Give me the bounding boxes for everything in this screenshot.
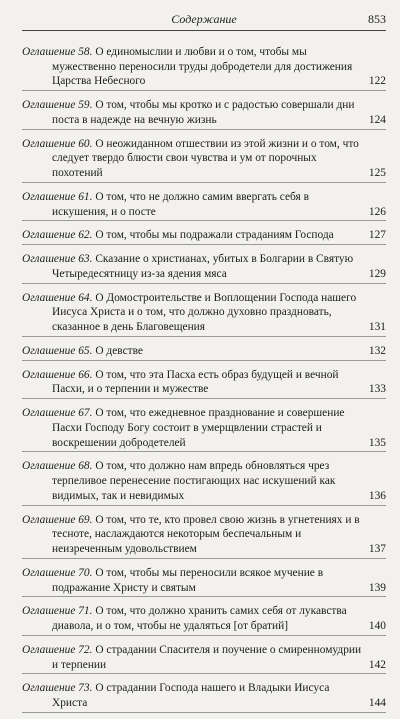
toc-entry-text xyxy=(22,291,365,335)
toc-entry-label: Оглашение 68. xyxy=(22,460,93,473)
toc-list xyxy=(22,44,386,719)
toc-entry-label: Оглашение 66. xyxy=(22,368,93,381)
toc-entry xyxy=(22,512,386,559)
toc-entry-text xyxy=(22,98,365,127)
toc-entry xyxy=(22,97,386,129)
toc-entry xyxy=(22,642,386,674)
toc-entry-label: Оглашение 60. xyxy=(22,137,93,150)
toc-entry-page: 137 xyxy=(368,543,386,556)
toc-entry-label: Оглашение 73. xyxy=(22,682,93,695)
toc-entry-page: 127 xyxy=(368,229,386,242)
toc-entry-title: Сказание о христианах, убитых в Болгарии в Святую Четыредесятницу из-за ядения мяса xyxy=(52,253,354,280)
toc-entry-text xyxy=(22,406,365,450)
page-number: 853 xyxy=(368,12,386,26)
toc-entry-text xyxy=(22,604,365,633)
toc-entry-title: О том, что должно хранить самих себя от лукавства диавола, и о том, чтобы не удаляться [от братий] xyxy=(52,605,347,633)
toc-entry-label: Оглашение 58. xyxy=(22,46,93,58)
toc-entry-label: Оглашение 72. xyxy=(22,643,93,656)
toc-entry-page: 135 xyxy=(368,436,386,449)
toc-entry-page: 129 xyxy=(368,267,386,280)
toc-entry xyxy=(22,290,386,337)
toc-entry-text xyxy=(22,459,365,503)
toc-entry-page: 124 xyxy=(368,113,386,126)
toc-entry-title: О неожиданном отшествии из этой жизни и о том, что следует твердо блюсти свои чувства и ум от порочных похотений xyxy=(52,137,359,180)
toc-entry xyxy=(22,458,386,505)
toc-entry-page: 131 xyxy=(368,321,386,334)
toc-entry-title: О том, чтобы мы переносили всякое мучение в подражание Христу и святым xyxy=(52,566,324,594)
toc-entry-page: 139 xyxy=(368,581,386,594)
toc-entry-label: Оглашение 64. xyxy=(22,291,93,304)
toc-entry-title: О том, что эта Пасха есть образ будущей и вечной Пасхи, и о терпении и мужестве xyxy=(52,368,339,396)
toc-entry-label: Оглашение 67. xyxy=(22,407,93,420)
toc-entry-text xyxy=(22,190,365,219)
toc-entry-text xyxy=(22,344,365,359)
toc-entry-page: 136 xyxy=(368,489,386,502)
toc-entry-text xyxy=(22,368,365,397)
running-header xyxy=(22,8,386,31)
toc-entry-text xyxy=(22,228,365,243)
toc-entry-title: О том, что не должно самим ввергать себя в искушения, и о посте xyxy=(52,190,309,218)
header-title: Содержание xyxy=(171,12,237,26)
toc-entry xyxy=(22,405,386,452)
toc-entry-text xyxy=(22,566,365,595)
toc-entry-page: 140 xyxy=(368,620,386,633)
toc-entry xyxy=(22,367,386,399)
toc-entry-label: Оглашение 69. xyxy=(22,513,93,526)
toc-entry-page: 133 xyxy=(368,383,386,396)
toc-entry-label: Оглашение 65. xyxy=(22,344,93,357)
toc-entry-label: Оглашение 59. xyxy=(22,99,93,112)
toc-entry-title: О том, что должно нам впредь обновляться чрез терпеливое перенесение постигающих нас искушений как видимых, так и невидимых xyxy=(52,460,336,502)
toc-entry-label: Оглашение 61. xyxy=(22,190,93,203)
toc-entry-title: О единомыслии и любви и о том, чтобы мы мужественно переносили труды добродетели для достижения Царства Небесного xyxy=(52,46,353,88)
toc-entry-text xyxy=(22,643,365,672)
toc-entry xyxy=(22,44,386,91)
toc-entry-title: О страдании Господа нашего и Владыки Иисуса Христа xyxy=(52,682,330,710)
toc-entry-title: О девстве xyxy=(95,344,143,357)
toc-entry-page: 132 xyxy=(368,344,386,357)
toc-entry-page: 144 xyxy=(368,697,386,710)
toc-entry xyxy=(22,603,386,635)
toc-entry-page: 126 xyxy=(368,205,386,218)
toc-entry xyxy=(22,189,386,221)
toc-entry-label: Оглашение 70. xyxy=(22,566,93,579)
toc-entry xyxy=(22,136,386,183)
toc-entry-title: О том, чтобы мы кротко и с радостью совершали дни поста в надежде на вечную жизнь xyxy=(52,99,355,126)
toc-entry-text xyxy=(22,681,365,710)
toc-entry xyxy=(22,680,386,712)
toc-entry-title: О том, чтобы мы подражали страданиям Господа xyxy=(95,229,334,242)
toc-entry-label: Оглашение 63. xyxy=(22,253,93,266)
toc-entry-title: О Домостроительстве и Воплощении Господа нашего Иисуса Христа и о том, что должно духовно праздновать, сказанное в день Благовещения xyxy=(52,291,357,334)
toc-entry-text xyxy=(22,513,365,557)
toc-entry-label: Оглашение 71. xyxy=(22,605,93,618)
toc-entry-text xyxy=(22,137,365,181)
toc-entry xyxy=(22,343,386,361)
toc-entry-title: О страдании Спасителя и поучение о смиренномудрии и терпении xyxy=(52,643,362,671)
toc-entry-label: Оглашение 62. xyxy=(22,229,93,242)
toc-entry-title: О том, что ежедневное празднование и совершение Пасхи Господу Богу состоит в умерщвлении страстей и воскрешении добродетелей xyxy=(52,407,345,449)
toc-entry-page: 125 xyxy=(368,167,386,180)
toc-entry-text xyxy=(22,252,365,281)
toc-entry-page: 142 xyxy=(368,658,386,671)
toc-entry-title: О том, что те, кто провел свою жизнь в угнетениях и в тесноте, наслаждаются некоторым беспечальным и неизреченным удовольствием xyxy=(52,513,360,556)
toc-entry-text xyxy=(22,45,365,89)
toc-entry-page: 122 xyxy=(368,75,386,88)
toc-entry xyxy=(22,227,386,245)
toc-entry xyxy=(22,251,386,283)
toc-entry xyxy=(22,565,386,597)
